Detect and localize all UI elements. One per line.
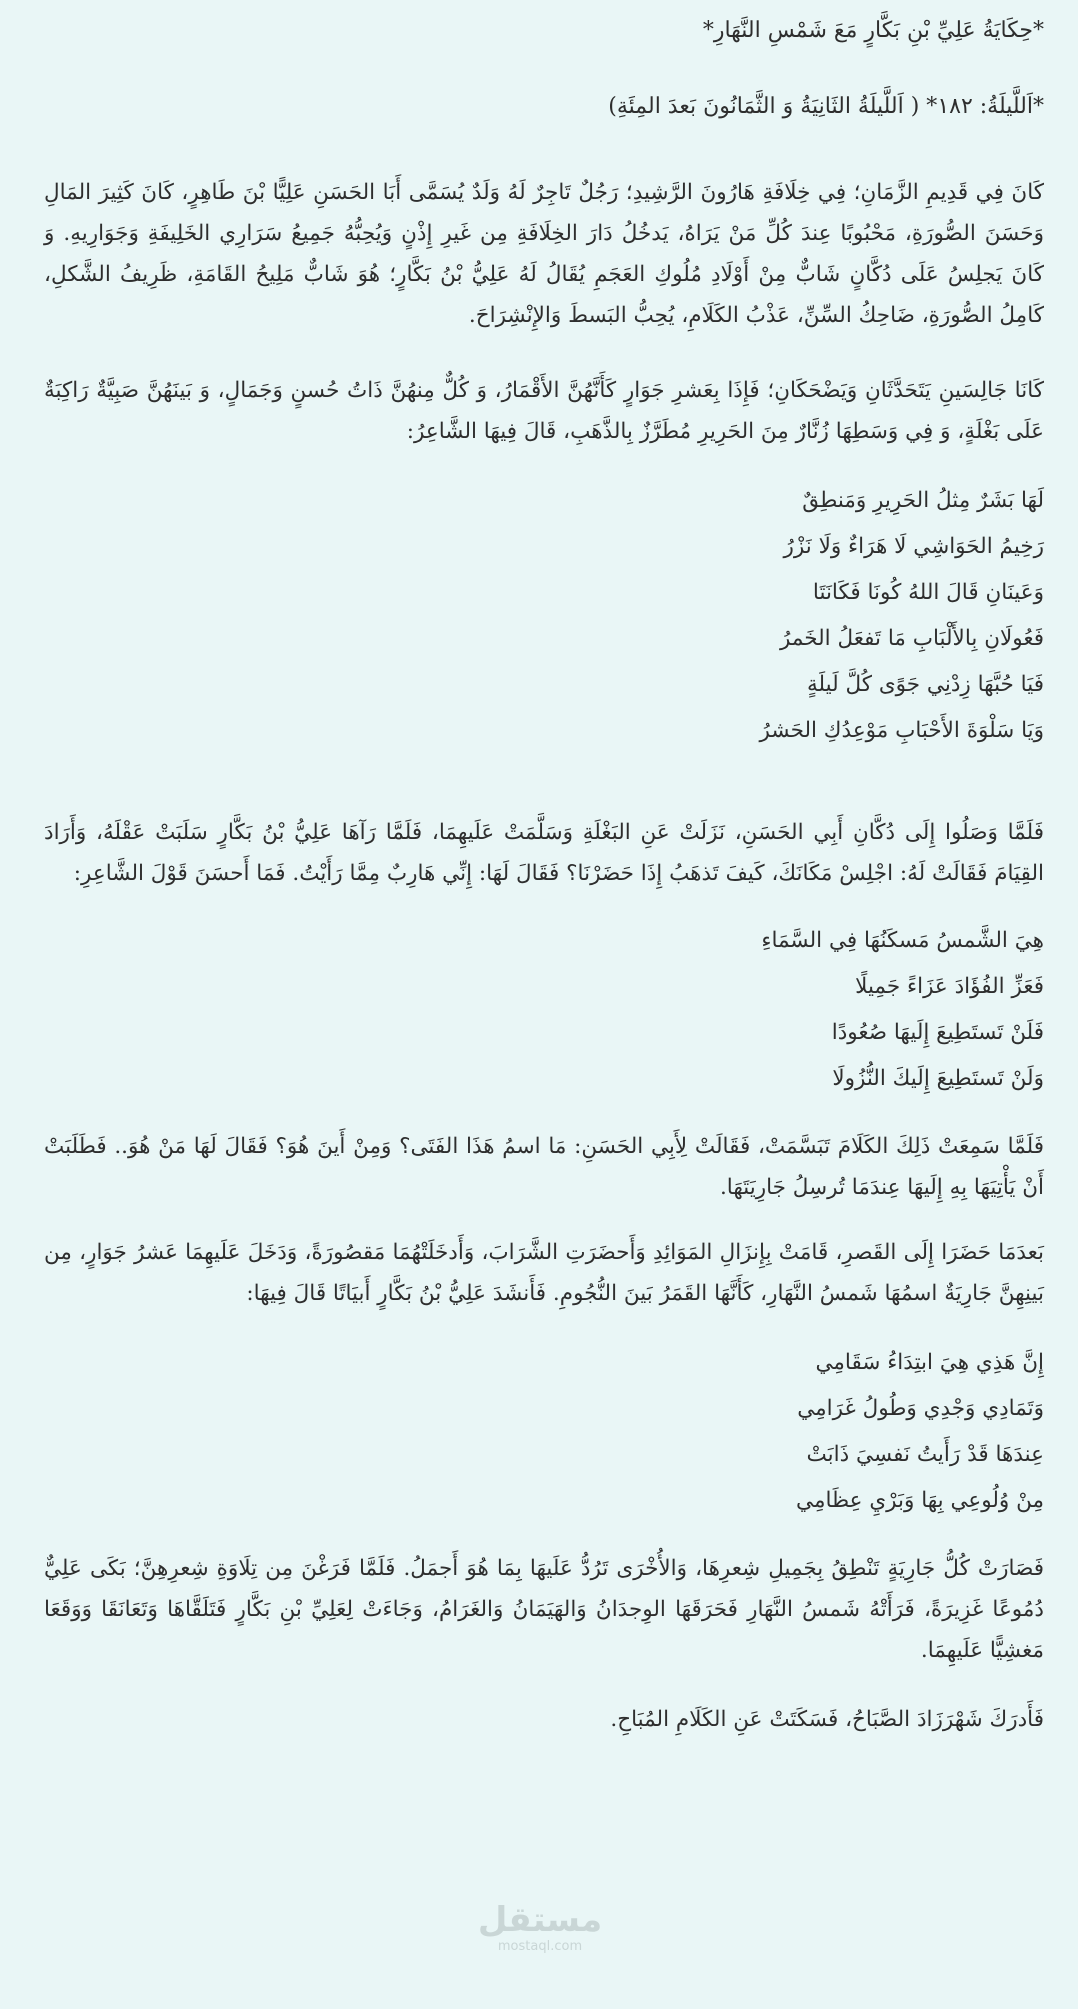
poem-1 (44, 478, 1044, 754)
poem-line: فَلَنْ تَستَطِيعَ إِلَيهَا صُعُودًا (831, 1020, 1044, 1045)
story-title: *حِكَايَةُ عَلِيِّ بْنِ بَكَّارٍ مَعَ شَمْسِ النَّهَارِ* (702, 18, 1044, 43)
poem-line: إِنَّ هَذِي هِيَ ابتِدَاءُ سَقَامِي (815, 1350, 1044, 1375)
poem-line: فَعَزِّ الفُؤَادَ عَزَاءً جَمِيلًا (855, 974, 1044, 999)
paragraph-smile: فَلَمَّا سَمِعَتْ ذَلِكَ الكَلَامَ تَبَسَّمَتْ، فَقَالَتْ لِأَبِي الحَسَنِ: مَا اسمُ هَذَا الفَتَى؟ وَمِنْ أَينَ هُوَ؟ فَقَالَ لَهَا مَنْ هُوَ.. فَطَلَبَتْ أَنْ يَأْتِيَهَا بِهِ إِلَيهَا عِندَمَا تُرسِلُ جَارِيَتَهَا. (44, 1134, 1044, 1200)
paragraph-palace: بَعدَمَا حَضَرَا إِلَى القَصرِ، قَامَتْ بِإِنزَالِ المَوَائِدِ وَأَحضَرَتِ الشَّرَابَ، وَأَدخَلَتْهُمَا مَقصُورَةً، وَدَخَلَ عَلَيهِمَا عَشرُ جَوَارٍ، مِن بَينِهِنَّ جَارِيَةٌ اسمُهَا شَمسُ النَّهَارِ، كَأَنَّهَا القَمَرُ بَينَ النُّجُومِ. فَأَنشَدَ عَلِيُّ بْنُ بَكَّارٍ أَبيَاتًا قَالَ فِيهَا: (44, 1240, 1044, 1306)
mostaql-watermark-logo (470, 1900, 610, 1954)
poem-line: وَعَينَانِ قَالَ اللهُ كُونَا فَكَانَتَا (812, 580, 1044, 605)
poem-2 (44, 918, 1044, 1102)
watermark-latin: mostaql.com (497, 1939, 583, 1954)
poem-line: وَيَا سَلْوَةَ الأَحْبَابِ مَوْعِدُكِ الحَشرُ (759, 718, 1044, 743)
poem-line: مِنْ وُلُوعِي بِهَا وَبَرْيِ عِظَامِي (796, 1488, 1044, 1513)
paragraph-closing: فَأَدرَكَ شَهْرَزَادَ الصَّبَاحُ، فَسَكَتَتْ عَنِ الكَلَامِ المُبَاحِ. (610, 1707, 1044, 1732)
poem-line: هِيَ الشَّمسُ مَسكَنُهَا فِي السَّمَاءِ (761, 928, 1044, 953)
poem-line: عِندَهَا قَدْ رَأَيتُ نَفسِيَ ذَابَتْ (806, 1442, 1044, 1467)
poem-line: لَهَا بَشَرٌ مِثلُ الحَرِيرِ وَمَنطِقٌ (802, 488, 1044, 513)
poem-line: رَخِيمُ الحَوَاشِي لَا هَرَاءٌ وَلَا نَزْرُ (783, 534, 1044, 559)
poem-line: فَعُولَانِ بِالأَلْبَابِ مَا تَفعَلُ الخَمرُ (779, 626, 1044, 651)
poem-line: فَيَا حُبَّهَا زِدْنِي جَوًى كُلَّ لَيلَةٍ (806, 672, 1044, 697)
poem-line: وَتَمَادِي وَجْدِي وَطُولُ غَرَامِي (797, 1396, 1044, 1421)
paragraph-poetry: فَصَارَتْ كُلُّ جَارِيَةٍ تَنْطِقُ بِجَمِيلِ شِعرِهَا، وَالأُخْرَى تَرُدُّ عَلَيهَا بِمَا هُوَ أَجمَلُ. فَلَمَّا فَرَغْنَ مِن تِلَاوَةِ شِعرِهِنَّ؛ بَكَى عَلِيٌّ دُمُوعًا غَزِيرَةً، فَرَأَتْهُ شَمسُ النَّهَارِ فَحَرَقَهَا الوِجدَانُ وَالهَيَمَانُ وَالغَرَامُ، وَجَاءَتْ لِعَلِيِّ بْنِ بَكَّارٍ فَتَلَقَّاهَا وَتَعَانَقَا وَوَقَعَا مَغشِيًّا عَلَيهِمَا. (44, 1556, 1045, 1663)
paragraph-intro: كَانَ فِي قَدِيمِ الزَّمَانِ؛ فِي خِلَافَةِ هَارُونَ الرَّشِيدِ؛ رَجُلٌ تَاجِرٌ لَهُ وَلَدٌ يُسَمَّى أَبَا الحَسَنِ عَلِيًّا بْنَ طَاهِرٍ، كَانَ كَثِيرَ المَالِ وَحَسَنَ الصُّورَةِ، مَحْبُوبًا عِندَ كُلِّ مَنْ يَرَاهُ، يَدخُلُ دَارَ الخِلَافَةِ مِن غَيرِ إِذْنٍ وَيُحِبُّهُ جَمِيعُ سَرَارِي الخَلِيفَةِ وَجَوَارِيهِ. وَ كَانَ يَجلِسُ عَلَى دُكَّانٍ شَابٌّ مِنْ أَوْلَادِ مُلُوكِ العَجَمِ يُقَالُ لَهُ عَلِيُّ بْنُ بَكَّارٍ؛ هُوَ شَابٌّ مَلِيحُ القَامَةِ، ظَرِيفُ الشَّكلِ، كَامِلُ الصُّورَةِ، ضَاحِكُ السِّنِّ، عَذْبُ الكَلَامِ، يُحِبُّ البَسطَ وَالإِنْشِرَاحَ. (44, 180, 1045, 328)
night-heading: *اَللَّيلَةُ: ١٨٢* ( اَللَّيلَةُ الثَانِيَةُ وَ الثَّمَانُونَ بَعدَ المِئَةِ) (608, 94, 1044, 119)
poem-3 (44, 1340, 1044, 1524)
paragraph-maidens: كَانَا جَالِسَينِ يَتَحَدَّثَانِ وَيَضْحَكَانِ؛ فَإِذَا بِعَشرِ جَوَارٍ كَأَنَّهُنَّ الأَقْمَارُ، وَ كُلٌّ مِنهُنَّ ذَاتُ حُسنٍ وَجَمَالٍ، وَ بَينَهُنَّ صَبِيَّةٌ رَاكِبَةٌ عَلَى بَغْلَةٍ، وَ فِي وَسَطِهَا زُنَّارٌ مِنَ الحَرِيرِ مُطَرَّزٌ بِالذَّهَبِ، قَالَ فِيهَا الشَّاعِرُ: (44, 378, 1044, 444)
poem-line: وَلَنْ تَستَطِيعَ إِلَيكَ النُّزُولَا (832, 1066, 1044, 1091)
paragraph-arrival: فَلَمَّا وَصَلُوا إِلَى دُكَّانِ أَبِي الحَسَنِ، نَزَلَتْ عَنِ البَغْلَةِ وَسَلَّمَتْ عَلَيهِمَا، فَلَمَّا رَآهَا عَلِيُّ بْنُ بَكَّارٍ سَلَبَتْ عَقْلَهُ، وَأَرَادَ القِيَامَ فَقَالَتْ لَهُ: اجْلِسْ مَكَانَكَ، كَيفَ تَذهَبُ إِذَا حَضَرْنَا؟ فَقَالَ لَهَا: إِنِّي هَارِبٌ مِمَّا رَأَيْتُ. فَمَا أَحسَنَ قَوْلَ الشَّاعِرِ: (44, 820, 1044, 886)
watermark-arabic: مستقل (477, 1900, 603, 1940)
